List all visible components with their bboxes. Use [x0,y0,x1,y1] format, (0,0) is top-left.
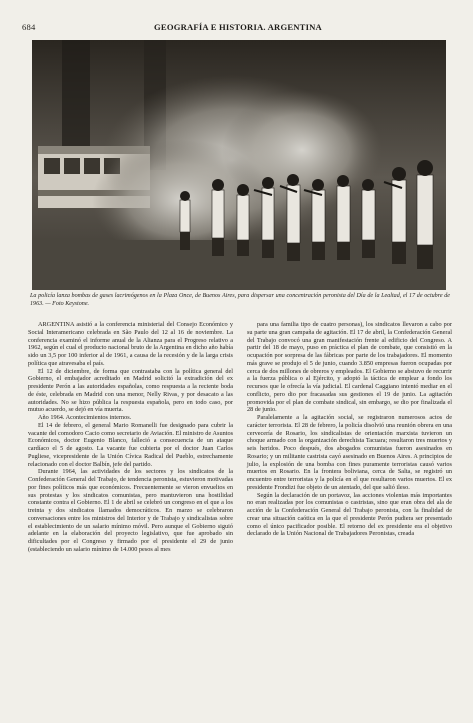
riot-photo [32,40,446,290]
photo-caption: La policía lanza bombas de gases lacrimógenos en la Plaza Once, de Buenos Aires, para dispersar una concentración peronista del Día de la Lealtad, el 17 de octubre de 1963. — Foto Keystone. [30,293,450,307]
paragraph: para una familia tipo de cuatro personas), los sindicatos llevaron a cabo por su parte una gran campaña de agitación. El 17 de abril, la Confederación General del Trabajo convocó una gran manifestación frente al edificio del Congreso. A partir del 18 de mayo, puso en práctica el plan de combate, que consistió en la ocupación por sorpresa de las fábricas por parte de los trabajadores. El momento más grave se produjo el 5 de junio, cuando 3.850 empresas fueron ocupadas por cerca de dos millones de obreros y empleados. El Gobierno se abstuvo de recurrir a la fuerza pública o al Ejército, y adoptó la táctica de emplear a fondo los recursos que le ofrecía la vía judicial. El cardenal Caggiano intentó mediar en el conflicto, pero dio por fracasadas sus gestiones el 19 de junio. La agitación promovida por el plan de combate sindical, sin embargo, se dio por finalizada el 28 de junio. [247,321,452,414]
running-title: GEOGRAFÍA E HISTORIA. ARGENTINA [154,22,322,32]
paragraph: Durante 1964, las actividades de los sectores y los sindicatos de la Confederación General del Trabajo, de tendencia peronista, estuvieron motivadas por fines políticos más que económicos. Frecuentemente se vieron envueltos en sus protestas y los sindicatos comunistas, pero mantuvieron una hostilidad constante contra el Gobierno. El 1 de abril se celebró un congreso en el que a los treinta y dos sindicatos llamados democráticos. En marzo se celebraron conversaciones entre los ministros del Interior y de Trabajo y sindicalistas sobre el establecimiento de un salario mínimo móvil. Pero aunque el Gobierno siguió adelante en la elaboración del proyecto legislativo, que fue aprobado sin dificultades por el Congreso y firmado por el presidente el 29 de junio (estableciendo un salario mínimo de 14.000 pesos al mes [28,468,233,553]
text-column-left [28,321,233,554]
riot-police-tear-gas-photo-icon [32,40,446,290]
text-column-right [247,321,452,538]
section-heading: Año 1964. Acontecimientos internos. [38,414,132,421]
paragraph: Según la declaración de un portavoz, las acciones violentas más importantes no eran realizadas por los comunistas o castristas, sino que eran obra del ala de acción de la Confederación General del Trabajo peronista, con la finalidad de crear una situación caótica en la que el presidente Perón pudiera ser presentado como el único pacificador posible. El retorno del ex presidente era el objetivo declarado de la Unión Nacional de Trabajadores Peronistas, creada [247,491,452,538]
paragraph: Paralelamente a la agitación social, se registraron numerosos actos de carácter terrorista. El 28 de febrero, la policía disolvió una reunión obrera en una cervecería de Rosario, los sindicalistas de orientación marxista tuvieron un choque armado con la organización derechista Tacuara; resultaron tres muertos y seis heridos. Poco después, dos abogados comunistas fueron asesinados en Rosario; y un militante castrista cayó asesinado en Buenos Aires. A principios de julio, la explosión de una bomba con fines puramente terroristas causó varios muertos en Rosario. En la frontera boliviana, cerca de Salta, se registró un encuentro entre terroristas y la policía en el que resultaron varios muertos. El ex presidente Frondizi fue objeto de un atentado, del que salió ileso. [247,414,452,491]
paragraph: ARGENTINA asistió a la conferencia ministerial del Consejo Económico y Social Interamericano celebrada en São Paulo del 12 al 16 de noviembre. La conferencia examinó el informe anual de la Alianza para el Progreso relativo a 1962, según el cual el producto nacional bruto de la Argentina en dicho año había sido un 3,5 por 100 inferior al de 1961, a causa de la recesión y de la larga crisis política que atravesaba el país. [28,321,233,367]
page-number: 684 [22,22,36,32]
paragraph: El 14 de febrero, el general Mario Romanelli fue designado para cubrir la vacante del comodoro Cacio como secretario de Aviación. El ministro de Asuntos Económicos, doctor Eugenio Blanco, falleció a consecuencia de un ataque cardíaco el 5 de agosto. La vacante fue cubierta por el doctor Juan Carlos Pugliese, vicepresidente de la Unión Cívica Radical del Pueblo, estrechamente relacionado con el doctor Balbín, jefe del partido. [28,421,233,468]
paragraph: El 12 de diciembre, de forma que contrastaba con la política general del Gobierno, el embajador acreditado en Madrid solicitó la extradición del ex presidente Perón a las autoridades españolas, como respuesta a la reciente boda de éste, celebrada en Madrid con una menor, Nelly Rivas, y por desacato a las autoridades. No se hizo pública la respuesta española, pero en todo caso, por mutuo acuerdo, se dejó en vía muerta. [28,367,233,414]
page-header [22,22,454,36]
